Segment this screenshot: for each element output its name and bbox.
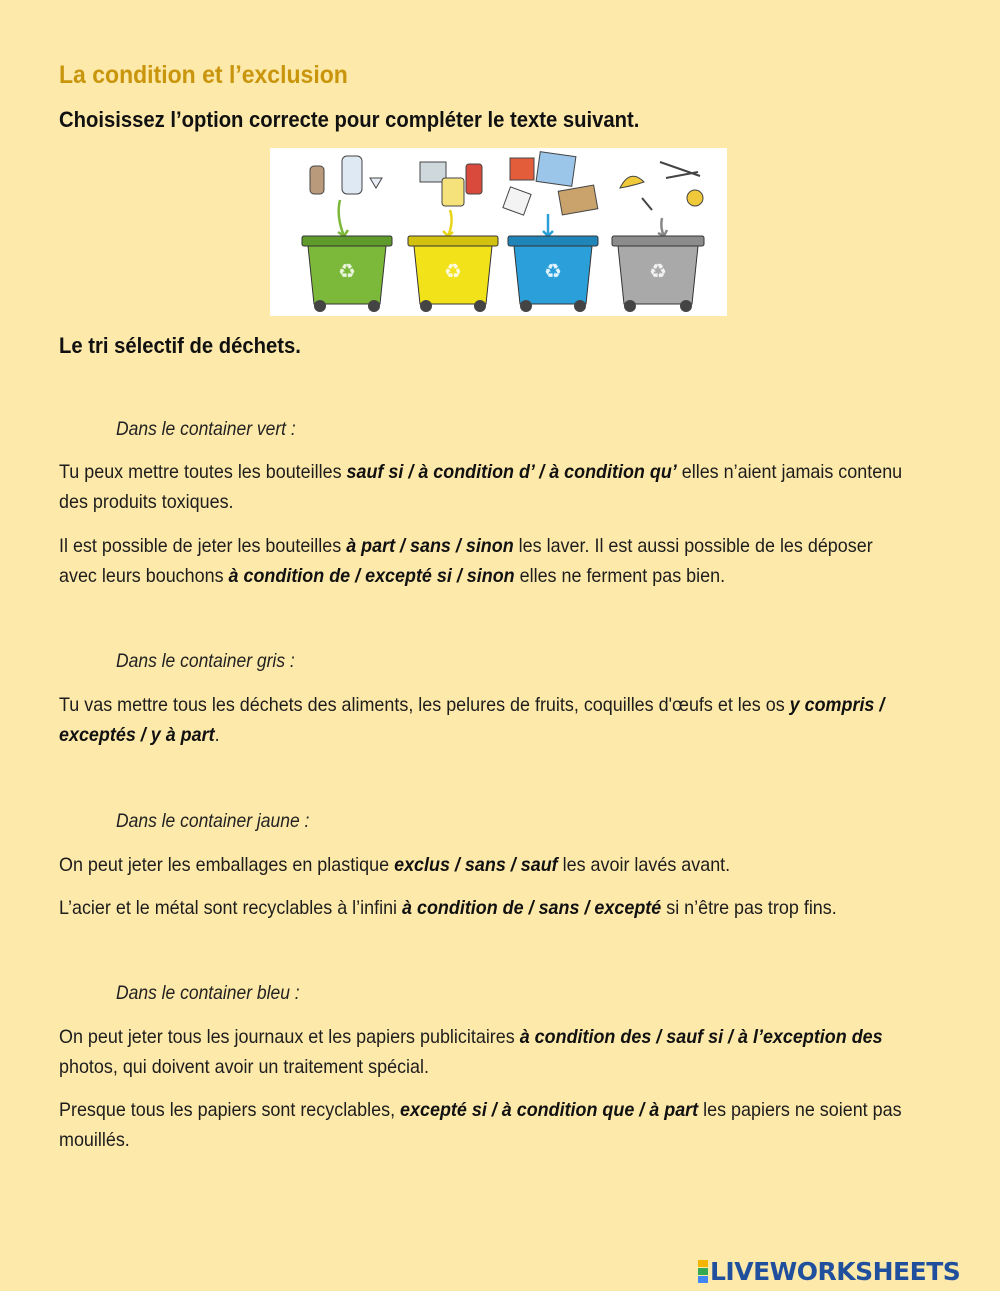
food-waste-icon: [620, 162, 703, 210]
blue-bin: [508, 236, 598, 312]
heading-gray-container: Dans le container gris :: [116, 651, 295, 672]
option-choice[interactable]: à condition de / excepté si / sinon: [228, 565, 515, 587]
heading-yellow-container: Dans le container jaune :: [116, 811, 310, 832]
heading-blue-container: Dans le container bleu :: [116, 983, 300, 1004]
page-title: La condition et l’exclusion: [59, 61, 348, 89]
papers-icon: [503, 152, 598, 215]
instruction-text: Choisissez l’option correcte pour compléter le texte suivant.: [59, 107, 640, 132]
option-choice[interactable]: excepté si / à condition que / à part: [400, 1099, 699, 1121]
packaging-icon: [420, 162, 482, 206]
option-choice[interactable]: y compris / exceptés / y à part: [59, 694, 885, 746]
recycling-bins-illustration: [270, 148, 727, 316]
option-choice[interactable]: à part / sans / sinon: [346, 535, 514, 557]
option-choice[interactable]: sauf si / à condition d’ / à condition qu’: [346, 461, 677, 483]
section-subtitle: Le tri sélectif de déchets.: [59, 333, 301, 358]
logo-text: LIVEWORKSHEETS: [710, 1256, 961, 1286]
logo-mark-icon: [698, 1260, 708, 1283]
svg-text:♻: ♻: [649, 261, 667, 283]
paragraph-yellow-2: L’acier et le métal sont recyclables à l’infini à condition de / sans / excepté si n’être pas trop fins.: [59, 897, 837, 919]
bottles-icon: [310, 156, 382, 194]
svg-text:♻: ♻: [338, 261, 356, 283]
paragraph-green-1: Tu peux mettre toutes les bouteilles sauf si / à condition d’ / à condition qu’ elles n’aient jamais contenu des produits toxiques.: [59, 461, 903, 513]
paragraph-blue-2: Presque tous les papiers sont recyclables, excepté si / à condition que / à part les papiers ne soient pas mouillés.: [59, 1099, 902, 1151]
paragraph-gray-1: Tu vas mettre tous les déchets des aliments, les pelures de fruits, coquilles d'œufs et les os y compris / exceptés / y à part.: [59, 694, 885, 746]
green-bin: [302, 236, 392, 312]
heading-green-container: Dans le container vert :: [116, 419, 296, 440]
recycling-bins-image: [270, 148, 727, 316]
svg-text:♻: ♻: [544, 261, 562, 283]
option-choice[interactable]: à condition de / sans / excepté: [402, 897, 662, 919]
svg-text:♻: ♻: [444, 261, 462, 283]
paragraph-blue-1: On peut jeter tous les journaux et les papiers publicitaires à condition des / sauf si / à l’exception des photos, qui doivent avoir un traitement spécial.: [59, 1026, 883, 1078]
liveworksheets-logo[interactable]: [698, 1257, 960, 1285]
gray-bin: [612, 236, 704, 312]
paragraph-green-2: Il est possible de jeter les bouteilles à part / sans / sinon les laver. Il est aussi possible de les déposer avec leurs bouchons à condition de / excepté si / sinon elles ne ferment pas bien.: [59, 535, 873, 587]
yellow-bin: [408, 236, 498, 312]
option-choice[interactable]: exclus / sans / sauf: [394, 854, 558, 876]
option-choice[interactable]: à condition des / sauf si / à l’exception des: [519, 1026, 883, 1048]
paragraph-yellow-1: On peut jeter les emballages en plastique exclus / sans / sauf les avoir lavés avant.: [59, 854, 731, 876]
